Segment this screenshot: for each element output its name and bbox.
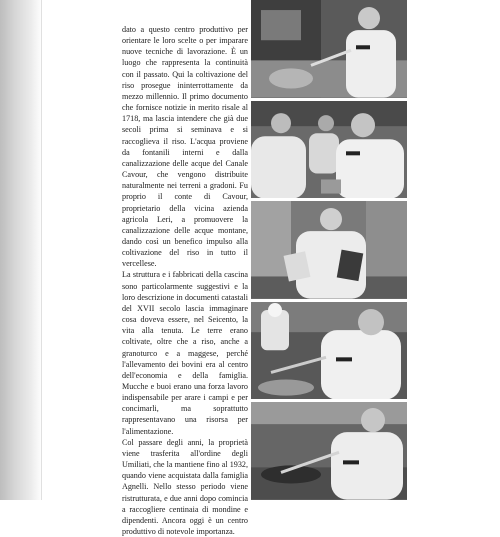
right-margin — [407, 0, 500, 500]
paragraph-1: dato a questo centro produttivo per orientare le loro scelte o per imparare nuove tecniche di lavorazione. È un luogo che rappresenta la continuità con il passato. Qui la coltivazione del riso prosegue ininterrottamente da mezzo millennio. Il primo documento che fornisce notizie in merito risale al 1718, ma lascia intendere che già due secoli prima si seminava e si raccoglieva il riso. L'acqua proviene da fontanili interni e dalla canalizzazione delle acque del Canale Cavour, che vengono distribuite naturalmente nei terreni a gradoni. Fu proprio il conte di Cavour, proprietario della vicina azienda agricola Leri, a promuovere la canalizzazione delle acque montane, dando così un benefico impulso alla coltivazione del riso in tutto il vercellese. — [122, 25, 248, 269]
binding-shadow — [0, 0, 42, 500]
paragraph-2: La struttura e i fabbricati della cascina sono particolarmente suggestivi e la loro descrizione in documenti catastali del XVII secolo lascia immaginare cosa doveva essere, nel Seicento, la vita alla tenuta. Le terre erano coltivate, oltre che a riso, anche a granoturco e a maggese, perché l'allevamento dei bovini era al centro dell'economia e della famiglia. Mucche e buoi erano una forza lavoro indispensabile per arare i campi e per concimarli, ma soprattutto rappresentavano una risorsa per l'alimentazione. — [122, 270, 248, 436]
photo-chef-holding-rice-packs — [251, 201, 407, 299]
photo-chef-stirring-pot — [251, 0, 407, 98]
text-column — [122, 24, 248, 537]
photo-chef-stirring-pan — [251, 402, 407, 500]
photo-chef-cooking-at-stove — [251, 302, 407, 400]
photo-strip — [251, 0, 407, 500]
paragraph-3: Col passare degli anni, la proprietà viene trasferita all'ordine degli Umiliati, che la mantiene fino al 1932, quando viene acquistata dalla famiglia Agnelli. Nello stesso periodo viene ristrutturata, e due anni dopo comincia a raccogliere centinaia di mondine e dipendenti. Ancora oggi è un centro produttivo di notevole importanza. — [122, 437, 248, 537]
photo-chefs-in-kitchen — [251, 101, 407, 199]
